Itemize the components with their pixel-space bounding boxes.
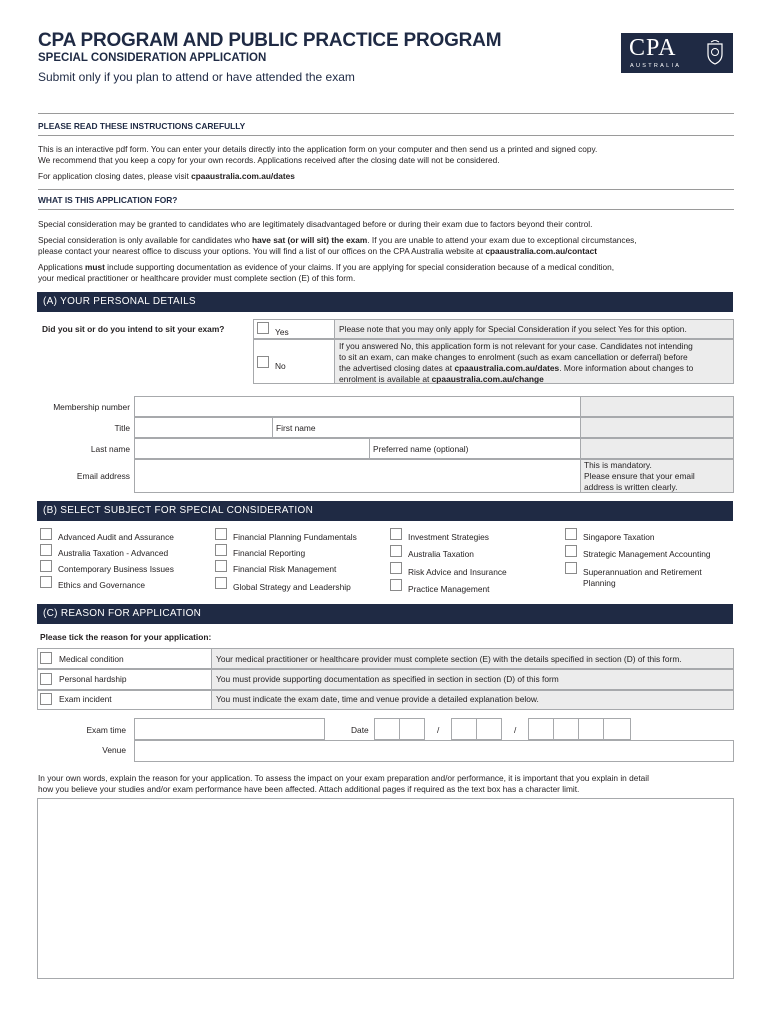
- divider: [38, 189, 734, 190]
- date-label: Date: [351, 725, 369, 735]
- yes-label: Yes: [275, 327, 289, 337]
- instructions-line-1: This is an interactive pdf form. You can enter your details directly into the application form on your computer and then send us a printed and signed copy.: [38, 144, 598, 154]
- divider: [38, 135, 734, 136]
- section-a-header: (A) YOUR PERSONAL DETAILS: [37, 292, 733, 312]
- subject-checkbox[interactable]: [565, 562, 577, 574]
- what-paragraph-3: [38, 262, 734, 284]
- subject-checkbox[interactable]: [215, 577, 227, 589]
- what-paragraph-3-line-2: your medical practitioner or healthcare provider must complete section (E) of this form.: [38, 273, 356, 283]
- subject-checkbox[interactable]: [215, 560, 227, 572]
- venue-label: Venue: [102, 745, 126, 755]
- subject-checkbox[interactable]: [565, 528, 577, 540]
- title-label: Title: [114, 423, 130, 433]
- subject-label: Advanced Audit and Assurance: [58, 532, 174, 542]
- date-day-digit[interactable]: [399, 718, 425, 740]
- reason-label: Exam incident: [59, 694, 112, 704]
- subject-checkbox[interactable]: [40, 576, 52, 588]
- subject-checkbox[interactable]: [40, 560, 52, 572]
- what-paragraph-1: Special consideration may be granted to candidates who are legitimately disadvantaged before or during their exam due to factors beyond their control.: [38, 219, 593, 229]
- dates-link[interactable]: cpaaustralia.com.au/dates: [454, 363, 560, 373]
- subject-label: Global Strategy and Leadership: [233, 582, 351, 592]
- subject-label: Australia Taxation - Advanced: [58, 548, 169, 558]
- venue-input[interactable]: [134, 740, 734, 762]
- last-name-label: Last name: [90, 444, 130, 454]
- what-paragraph-2: [38, 235, 734, 257]
- change-link[interactable]: cpaaustralia.com.au/change: [431, 374, 544, 384]
- explanation-instructions: [38, 773, 734, 795]
- no-checkbox[interactable]: [257, 356, 269, 368]
- reason-prompt: Please tick the reason for your application:: [40, 632, 212, 642]
- date-separator: /: [514, 725, 517, 735]
- instructions-heading: PLEASE READ THESE INSTRUCTIONS CAREFULLY: [38, 121, 246, 131]
- what-paragraph-2-bold: have sat (or will sit) the exam: [252, 235, 368, 245]
- medical-checkbox[interactable]: [40, 652, 52, 664]
- subject-label: Ethics and Governance: [58, 580, 146, 590]
- subject-label: Practice Management: [408, 584, 490, 594]
- email-note-line-1: This is mandatory.: [584, 460, 652, 470]
- no-note-line-3: the advertised closing dates at: [339, 363, 455, 373]
- cpa-logo: [621, 33, 733, 73]
- yes-note: Please note that you may only apply for Special Consideration if you select Yes for this option.: [339, 324, 687, 334]
- last-name-aside: [580, 438, 734, 459]
- subject-checkbox[interactable]: [40, 544, 52, 556]
- membership-label: Membership number: [53, 402, 130, 412]
- incident-checkbox[interactable]: [40, 693, 52, 705]
- subject-label: Financial Reporting: [233, 548, 306, 558]
- reason-note: You must provide supporting documentation as specified in section in section (D) of this form: [216, 674, 559, 684]
- subject-label: Risk Advice and Insurance: [408, 567, 507, 577]
- subject-label: Financial Planning Fundamentals: [233, 532, 357, 542]
- preferred-name-label: Preferred name (optional): [373, 444, 469, 454]
- subject-checkbox[interactable]: [390, 579, 402, 591]
- subject-label: [583, 567, 702, 589]
- date-month-digit[interactable]: [476, 718, 502, 740]
- membership-aside: [580, 396, 734, 417]
- subject-checkbox[interactable]: [565, 545, 577, 557]
- what-paragraph-3-text: Applications: [38, 262, 86, 272]
- exam-time-label: Exam time: [86, 725, 126, 735]
- instructions-line-3-text: For application closing dates, please visit: [38, 171, 192, 181]
- exam-time-input[interactable]: [134, 718, 325, 740]
- date-year-digit[interactable]: [553, 718, 579, 740]
- dates-link[interactable]: cpaaustralia.com.au/dates: [191, 171, 295, 181]
- what-paragraph-2-text: Special consideration is only available for candidates who: [38, 235, 253, 245]
- logo-subtext: AUSTRALIA: [630, 63, 682, 69]
- instructions-line-2: We recommend that you keep a copy for your own records. Applications received after the closing date will not be considered.: [38, 155, 500, 165]
- explanation-line-1: In your own words, explain the reason for your application. To assess the impact on your exam preparation and/or performance, it is important that you explain in detail: [38, 773, 649, 783]
- date-day-digit[interactable]: [374, 718, 400, 740]
- date-year-digit[interactable]: [578, 718, 604, 740]
- reason-note: You must indicate the exam date, time and venue provide a detailed explanation below.: [216, 694, 539, 704]
- date-month-digit[interactable]: [451, 718, 477, 740]
- subject-label: Strategic Management Accounting: [583, 549, 711, 559]
- contact-link[interactable]: cpaaustralia.com.au/contact: [485, 246, 597, 256]
- date-separator: /: [437, 725, 440, 735]
- what-paragraph-2-line-2: please contact your nearest office to discuss your options. You will find a list of our offices on the CPA Australia website at: [38, 246, 486, 256]
- subject-label: Financial Risk Management: [233, 564, 337, 574]
- explanation-line-2: how you believe your studies and/or exam performance have been affected. Attach additional pages if required as the text box has a character limit.: [38, 784, 580, 794]
- subject-label: Contemporary Business Issues: [58, 564, 174, 574]
- reason-label: Medical condition: [59, 654, 124, 664]
- email-note-line-2: Please ensure that your email: [584, 471, 695, 481]
- email-note-line-3: address is written clearly.: [584, 482, 678, 492]
- subject-label: Singapore Taxation: [583, 532, 655, 542]
- subject-label: Investment Strategies: [408, 532, 489, 542]
- section-c-header: (C) REASON FOR APPLICATION: [37, 604, 733, 624]
- divider: [38, 209, 734, 210]
- logo-text: CPA: [629, 35, 677, 61]
- subject-label-line-1: Superannuation and Retirement: [583, 567, 702, 577]
- subject-label: Australia Taxation: [408, 549, 474, 559]
- subject-checkbox[interactable]: [215, 544, 227, 556]
- email-note: [584, 460, 695, 493]
- subject-checkbox[interactable]: [40, 528, 52, 540]
- divider: [38, 113, 734, 114]
- date-year-digit[interactable]: [603, 718, 631, 740]
- reason-note: Your medical practitioner or healthcare provider must complete section (E) with the details specified in section (D) of this form.: [216, 654, 682, 664]
- first-name-aside: [580, 417, 734, 438]
- instructions-line-3: [38, 171, 734, 182]
- page-subtitle: SPECIAL CONSIDERATION APPLICATION: [38, 52, 267, 64]
- first-name-input[interactable]: [272, 417, 581, 438]
- page-title: CPA PROGRAM AND PUBLIC PRACTICE PROGRAM: [38, 30, 502, 51]
- first-name-label: First name: [276, 423, 316, 433]
- sit-exam-question: Did you sit or do you intend to sit your exam?: [42, 324, 225, 334]
- what-heading: WHAT IS THIS APPLICATION FOR?: [38, 195, 178, 205]
- section-b-header: (B) SELECT SUBJECT FOR SPECIAL CONSIDERATION: [37, 501, 733, 521]
- explanation-textarea[interactable]: [37, 798, 734, 979]
- hardship-checkbox[interactable]: [40, 673, 52, 685]
- crest-icon: [705, 40, 725, 66]
- what-paragraph-2-post: . If you are unable to attend your exam due to exceptional circumstances,: [367, 235, 637, 245]
- page-tagline: Submit only if you plan to attend or have attended the exam: [38, 70, 355, 84]
- what-paragraph-3-bold: must: [85, 262, 105, 272]
- membership-input[interactable]: [134, 396, 581, 417]
- email-input[interactable]: [134, 459, 581, 493]
- no-label: No: [275, 361, 286, 371]
- date-year-digit[interactable]: [528, 718, 554, 740]
- title-input[interactable]: [134, 417, 273, 438]
- no-note: [339, 341, 693, 385]
- last-name-input[interactable]: [134, 438, 370, 459]
- subject-label-line-2: Planning: [583, 578, 616, 588]
- subject-checkbox[interactable]: [215, 528, 227, 540]
- yes-checkbox[interactable]: [257, 322, 269, 334]
- subject-checkbox[interactable]: [390, 528, 402, 540]
- no-note-line-2: to sit an exam, can make changes to enrolment (such as exam cancellation or deferral) before: [339, 352, 688, 362]
- no-note-line-4: enrolment is available at: [339, 374, 432, 384]
- subject-checkbox[interactable]: [390, 562, 402, 574]
- email-label: Email address: [76, 471, 130, 481]
- what-paragraph-3-post: include supporting documentation as evidence of your claims. If you are applying for special consideration because of a medical condition,: [104, 262, 615, 272]
- subject-checkbox[interactable]: [390, 545, 402, 557]
- reason-label: Personal hardship: [59, 674, 127, 684]
- no-note-line-1: If you answered No, this application form is not relevant for your case. Candidates not intending: [339, 341, 693, 351]
- no-note-line-3-post: . More information about changes to: [559, 363, 694, 373]
